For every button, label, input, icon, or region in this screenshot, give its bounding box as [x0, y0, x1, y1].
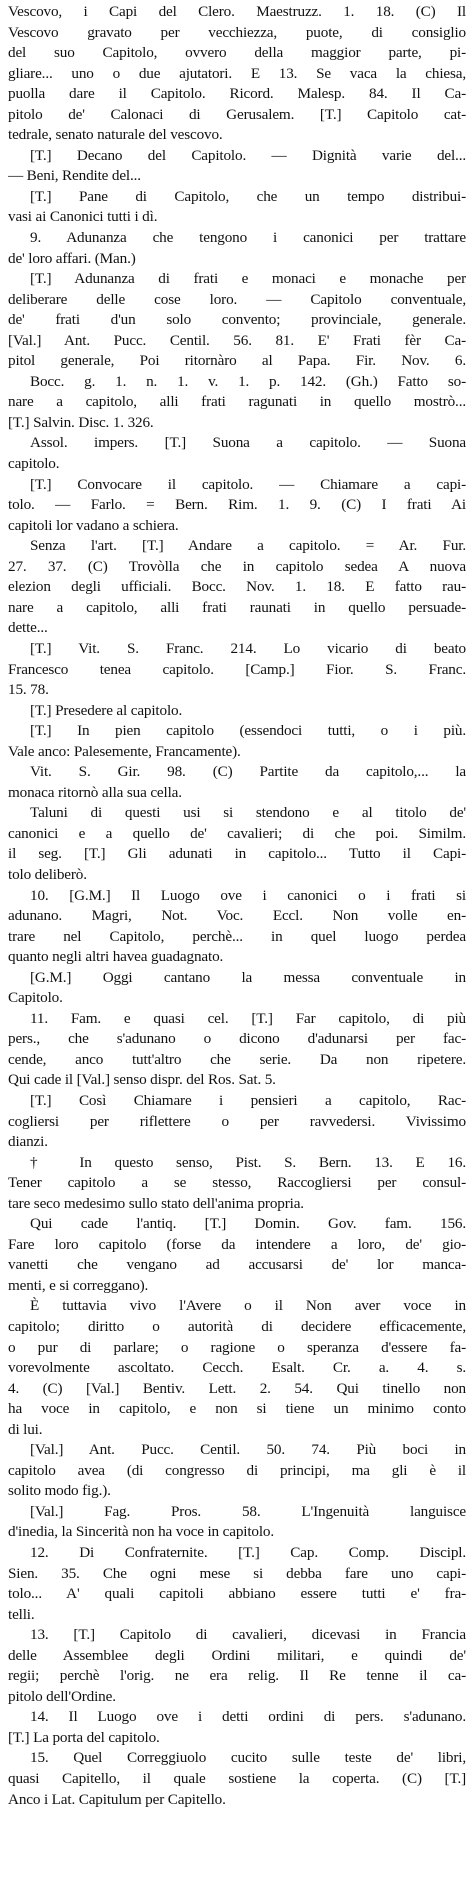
text-line: pitolo dell'Ordine. — [8, 1687, 116, 1705]
text-line: nare a capitolo, alli frati raunati in quello persuade- — [8, 598, 466, 616]
text-line: capitolo avea (di congresso di principi, ma gli è il — [8, 1461, 466, 1479]
text-line: nare a capitolo, alli frati ragunati in quello mostrò... — [8, 393, 466, 411]
text-line: capitolo; diritto o autorità di decidere efficacemente, — [8, 1318, 466, 1335]
text-line: capitolo. — [8, 455, 60, 473]
text-line: [T.] Decano del Capitolo. — Dignità varie del... — [30, 146, 466, 164]
text-line: vanetti che vengano ad accusarsi de' lor manca- — [8, 1256, 466, 1274]
text-line: [T.] La porta del capitolo. — [8, 1728, 160, 1746]
text-line: Vit. S. Gir. 98. (C) Partite da capitolo,... la — [30, 763, 466, 781]
text-line: elezion degli ufficiali. Bocc. Nov. 1. 18. E fatto rau- — [8, 578, 466, 596]
text-line: 15. 78. — [8, 681, 49, 699]
text-line: trare nel Capitolo, perchè... in quel luogo perdea — [8, 927, 466, 945]
text-line: pitol generale, Poi ritornàro al Papa. Fir. Nov. 6. — [8, 352, 466, 370]
text-line: [Val.] Ant. Pucc. Centil. 56. 81. E' Frati fèr Ca- — [8, 331, 466, 349]
text-line: tolo... A' quali capitoli abbiano essere tutti e' fra- — [8, 1585, 466, 1603]
text-line: pitolo de' Calonaci di Gerusalem. [T.] Capitolo cat- — [8, 105, 466, 123]
text-line: tedrale, senato naturale del vescovo. — [8, 126, 223, 144]
text-line: [T.] Convocare il capitolo. — Chiamare a capi- — [30, 475, 466, 493]
text-line: [T.] Pane di Capitolo, che un tempo distribui- — [30, 187, 466, 205]
text-line: tolo. — Farlo. = Bern. Rim. 1. 9. (C) I frati Ai — [8, 496, 466, 514]
text-line: Qui cade il [Val.] senso dispr. del Ros. Sat. 5. — [8, 1071, 276, 1089]
text-line: dianzi. — [8, 1133, 48, 1151]
text-line: quasi Capitello, il quale sostiene la coperta. (C) [T.] — [8, 1770, 466, 1788]
text-line: cogliersi per riflettere o per ravvedersi. Vivissimo — [8, 1112, 466, 1130]
text-line: È tuttavia vivo l'Avere o il Non aver voce in — [30, 1297, 466, 1315]
text-line: de' loro affari. (Man.) — [8, 249, 136, 267]
text-line: [T.] Così Chiamare i pensieri a capitolo, Rac- — [30, 1091, 466, 1109]
text-line: [G.M.] Oggi cantano la messa conventuale in — [30, 968, 466, 986]
text-line: [T.] In pien capitolo (essendoci tutti, o i più. — [30, 722, 466, 740]
text-line: Anco i Lat. Capitulum per Capitello. — [8, 1790, 226, 1808]
text-line: deliberare delle cose loro. — Capitolo conventuale, — [8, 290, 466, 308]
dictionary-text-column — [8, 2, 466, 1810]
text-line: [T.] Vit. S. Franc. 214. Lo vicario di beato — [30, 639, 466, 657]
text-line: adunano. Magri, Not. Voc. Eccl. Non volle en- — [8, 907, 466, 925]
text-line: 15. Quel Correggiuolo cucito sulle teste de' libri, — [30, 1749, 466, 1767]
text-line: de' frati d'un solo convento; provinciale, generale. — [8, 311, 466, 329]
text-line: Sien. 35. Che ogni mese si debba fare uno capi- — [8, 1564, 466, 1582]
text-line: d'inedia, la Sincerità non ha voce in capitolo. — [8, 1523, 275, 1541]
text-line: Taluni di questi usi si stendono e al titolo de' — [30, 804, 466, 822]
text-line: canonici e a quello de' cavalieri; di che poi. Similm. — [8, 824, 466, 842]
text-line: menti, e si correggano). — [8, 1276, 149, 1294]
text-line: [T.] Presedere al capitolo. — [30, 701, 183, 719]
text-line: pers., che s'adunano o dicono d'adunarsi per fac- — [8, 1030, 466, 1048]
text-line: Assol. impers. [T.] Suona a capitolo. — Suona — [30, 434, 466, 452]
text-line: ha voce in capitolo, e non si tiene un minimo conto — [8, 1400, 466, 1418]
text-line: di lui. — [8, 1420, 43, 1438]
text-line: gliare... uno o due ajutatori. E 13. Se vaca la chiesa, — [8, 64, 466, 82]
text-line: puolla dare il Capitolo. Ricord. Malesp. 84. Il Ca- — [8, 85, 466, 103]
text-line: Vescovo gravato per vecchiezza, puote, di consiglio — [8, 23, 466, 41]
text-line: Senza l'art. [T.] Andare a capitolo. = Ar. Fur. — [30, 537, 466, 555]
text-line: il seg. [T.] Gli adunati in capitolo... Tutto il Capi- — [8, 845, 466, 863]
text-line: Capitolo. — [8, 989, 63, 1007]
text-line: Bocc. g. 1. n. 1. v. 1. p. 142. (Gh.) Fatto so- — [30, 372, 466, 390]
text-line: [Val.] Ant. Pucc. Centil. 50. 74. Più boci in — [30, 1441, 466, 1459]
text-line: o pur di parlare; o ragione o speranza d'essere fa- — [8, 1338, 466, 1356]
text-line: 11. Fam. e quasi cel. [T.] Far capitolo, di più — [30, 1009, 466, 1027]
text-line: vorevolmente ascoltato. Cecch. Esalt. Cr. a. 4. s. — [8, 1359, 466, 1377]
text-line: regii; perchè l'orig. ne era relig. Il Re tenne il ca- — [8, 1667, 466, 1685]
text-line: 4. (C) [Val.] Bentiv. Lett. 2. 54. Qui tinello non — [8, 1379, 466, 1397]
text-line: 14. Il Luogo ove i detti ordini di pers. s'adunano. — [30, 1708, 466, 1726]
text-line: telli. — [8, 1605, 35, 1623]
text-line: dette... — [8, 619, 48, 637]
text-line: 12. Di Confraternite. [T.] Cap. Comp. Discipl. — [30, 1544, 466, 1562]
text-line: 9. Adunanza che tengono i canonici per trattare — [30, 229, 466, 247]
text-line: [Val.] Fag. Pros. 58. L'Ingenuità languisce — [30, 1502, 466, 1520]
text-line: — Beni, Rendite del... — [8, 167, 141, 185]
text-line: tare seco medesimo sullo stato dell'anima propria. — [8, 1194, 304, 1212]
text-line: monaca ritornò alla sua cella. — [8, 783, 182, 801]
text-line: capitoli lor vadano a schiera. — [8, 516, 179, 534]
text-line: 10. [G.M.] Il Luogo ove i canonici o i frati si — [30, 886, 466, 904]
text-line: quanto negli altri havea guadagnato. — [8, 948, 224, 966]
text-line: Vescovo, i Capi del Clero. Maestruzz. 1. 18. (C) Il — [8, 3, 466, 20]
text-line: Vale anco: Palesemente, Francamente). — [8, 742, 241, 760]
text-line: solito modo fig.). — [8, 1482, 111, 1500]
text-line: 27. 37. (C) Trovòlla che in capitolo sedea A nuova — [8, 557, 466, 575]
text-line: Francesco tenea capitolo. [Camp.] Fior. S. Franc. — [8, 660, 466, 678]
text-line: vasi ai Canonici tutti i dì. — [8, 208, 158, 226]
text-line: cende, anco tutt'altro che serie. Da non ripetere. — [8, 1050, 466, 1068]
text-line: tolo deliberò. — [8, 865, 87, 883]
text-line: Tener capitolo a se stesso, Raccogliersi per consul- — [8, 1174, 466, 1192]
text-line: † In questo senso, Pist. S. Bern. 13. E 16. — [30, 1153, 466, 1171]
text-line: del suo Capitolo, ovvero della maggior parte, pi- — [8, 44, 466, 62]
text-line: Qui cade l'antiq. [T.] Domin. Gov. fam. 156. — [30, 1215, 466, 1233]
text-line: delle Assemblee degli Ordini militari, e quindi de' — [8, 1646, 466, 1664]
text-line: 13. [T.] Capitolo di cavalieri, dicevasi in Francia — [30, 1626, 466, 1644]
text-line: Fare loro capitolo (forse da intendere a loro, de' gio- — [8, 1235, 466, 1253]
text-line: [T.] Adunanza di frati e monaci e monache per — [30, 270, 466, 288]
text-line: [T.] Salvin. Disc. 1. 326. — [8, 413, 154, 431]
